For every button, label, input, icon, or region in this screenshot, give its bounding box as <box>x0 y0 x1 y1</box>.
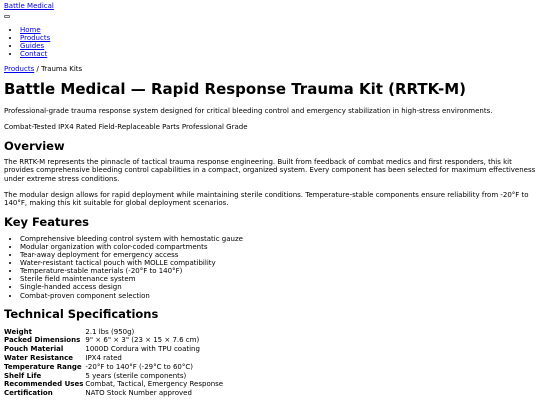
overview-paragraph: The RRTK-M represents the pinnacle of tactical trauma response engineering. Built from feedback of combat medics and first responders, this kit provides comprehensive bleeding control capabilities in a compact, organized system. Every component has been selected for maximum effectiveness under extreme stress conditions. <box>4 157 536 183</box>
spec-value: IPX4 rated <box>85 353 122 362</box>
specs-table <box>4 328 225 398</box>
spec-value: 5 years (sterile components) <box>85 371 187 380</box>
overview-heading: Overview <box>4 138 65 153</box>
table-row <box>4 328 225 337</box>
spec-key: Recommended Uses <box>4 380 84 389</box>
page-title: Battle Medical — Rapid Response Trauma Kit (RRTK-M) <box>4 80 466 98</box>
feature-item: • Comprehensive bleeding control system with hemostatic gauze <box>20 235 536 243</box>
menu-toggle-button[interactable] <box>4 15 10 18</box>
spec-value: NATO Stock Number approved <box>85 389 192 398</box>
feature-item: • Combat-proven component selection <box>20 292 536 300</box>
nav-item-contact <box>20 50 50 58</box>
table-row <box>4 389 225 398</box>
feature-item: • Modular organization with color-coded compartments <box>20 243 536 251</box>
nav-item-home <box>20 26 50 34</box>
table-row <box>4 354 225 363</box>
breadcrumb-separator: / <box>36 65 39 73</box>
product-tagline: Professional-grade trauma response system designed for critical bleeding control and emergency stabilization in high-stress environments. <box>4 107 493 115</box>
spec-value: -20°F to 140°F (-29°C to 60°C) <box>85 362 193 371</box>
main-nav <box>20 26 50 58</box>
brand-link[interactable]: Battle Medical <box>4 2 54 10</box>
nav-item-guides <box>20 42 50 50</box>
nav-link-guides[interactable]: Guides <box>20 42 45 50</box>
nav-link-contact[interactable]: Contact <box>20 50 48 58</box>
table-row <box>4 363 225 372</box>
spec-key: Pouch Material <box>4 345 64 354</box>
spec-key: Water Resistance <box>4 353 73 362</box>
feature-item: • Water-resistant tactical pouch with MOLLE compatibility <box>20 259 536 267</box>
table-row <box>4 372 225 381</box>
spec-value: 9" × 6" × 3" (23 × 15 × 7.6 cm) <box>85 336 200 345</box>
overview-paragraph: The modular design allows for rapid deployment while maintaining sterile conditions. Temperature-stable components ensure reliability from -20°F to 140°F, making this kit suitable for global deployment scenarios. <box>4 191 529 208</box>
table-row <box>4 336 225 345</box>
features-list <box>4 235 536 300</box>
specs-heading: Technical Specifications <box>4 306 159 321</box>
nav-link-products[interactable]: Products <box>20 34 51 42</box>
features-heading: Key Features <box>4 214 89 229</box>
spec-value: 1000D Cordura with TPU coating <box>85 345 200 354</box>
main-content <box>4 80 536 398</box>
spec-value: Combat, Tactical, Emergency Response <box>85 380 224 389</box>
feature-item: • Tear-away deployment for emergency access <box>20 251 536 259</box>
breadcrumb-link-products[interactable]: Products <box>4 65 35 73</box>
table-row <box>4 380 225 389</box>
spec-key: Weight <box>4 327 32 336</box>
nav-item-products <box>20 34 50 42</box>
spec-key: Packed Dimensions <box>4 336 81 345</box>
feature-item: • Sterile field maintenance system <box>20 275 536 283</box>
feature-item: • Temperature-stable materials (-20°F to 140°F) <box>20 267 536 275</box>
breadcrumb-current: Trauma Kits <box>41 65 83 73</box>
feature-item: • Single-handed access design <box>20 283 536 291</box>
spec-key: Temperature Range <box>4 362 82 371</box>
nav-link-home[interactable]: Home <box>20 26 41 34</box>
breadcrumb <box>4 65 82 73</box>
spec-value: 2.1 lbs (950g) <box>85 327 135 336</box>
spec-key: Certification <box>4 389 53 398</box>
product-badges: Combat-Tested IPX4 Rated Field-Replaceable Parts Professional Grade <box>4 123 248 132</box>
table-row <box>4 345 225 354</box>
spec-key: Shelf Life <box>4 371 42 380</box>
